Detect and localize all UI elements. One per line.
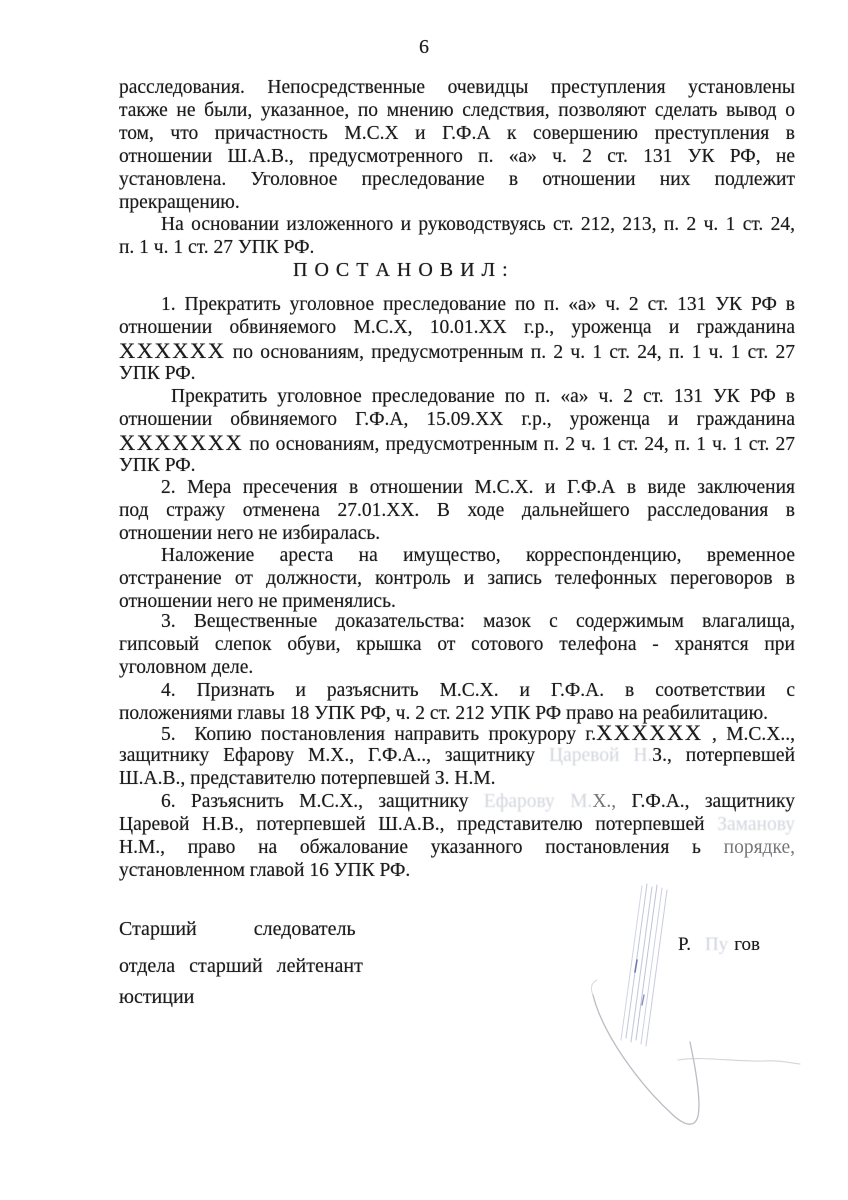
text-segment: положениями главы 18 УПК РФ, ч. 2 ст. 212 УПК РФ право на реабилитацию. [119,703,769,724]
page-number: 6 [419,36,429,58]
text-segment: прекращению. [119,192,240,213]
paragraph-item-1 [119,293,795,385]
signer-name-suffix: гов [734,934,760,955]
text-line [119,362,795,385]
text-segment: XXXXXXX [119,431,244,454]
faded-text-segment: Х., [592,791,617,812]
handwritten-signature [585,880,815,1190]
text-segment: Наложение ареста на имущество, корреспонденцию, временное [161,545,795,566]
text-segment: по основаниям, предусмотренным п. 2 ч. 1 ст. 24, п. 1 ч. 1 ст. 27 [225,342,795,362]
text-segment: 6. Разъяснить М.С.Х., защитнику [161,791,484,812]
text-segment: также не были, указанное, по мнению следствия, позволяют сделать вывод о [119,100,795,121]
signer-name-faded: Пу [704,934,729,955]
faded-text-segment: Царевой Н. [548,745,653,766]
text-segment: отношении обвиняемого Г.Ф.А, 15.09.XX г.р., уроженца и гражданина [119,409,795,430]
text-line [119,744,795,767]
paragraph-arrest [119,544,795,613]
text-segment: Н.М., право на обжалование указанного постановления ь [119,837,724,858]
signer-title-line-3: юстиции [119,986,195,1008]
text-line [119,610,795,633]
text-line [119,76,795,99]
text-line [119,499,795,522]
text-line [119,790,795,813]
text-line [119,293,795,316]
text-segment: 2. Мера пресечения в отношении М.С.Х. и Г.Ф.А в виде заключения [161,477,795,498]
text-line [119,122,795,145]
text-line [119,213,795,236]
paragraph-intro [119,76,795,214]
paragraph-basis [119,213,795,259]
text-line [119,236,795,259]
signer-title-line-1: Старший следователь [119,918,356,940]
text-segment: Ш.А.В., представителю потерпевшей З. Н.М. [119,768,496,789]
text-segment: отношении него не избиралась. [119,523,381,544]
text-line [119,836,795,859]
signer-name-prefix: Р. [678,934,691,955]
text-segment: 4. Признать и разъяснить М.С.Х. и Г.Ф.А. в соответствии с [161,680,795,701]
text-segment: по основаниям, предусмотренным п. 2 ч. 1 ст. 24, п. 1 ч. 1 ст. 27 [243,434,795,454]
text-line [119,476,795,499]
text-segment: п. 1 ч. 1 ст. 27 УПК РФ. [119,237,315,258]
paragraph-item-5 [119,721,795,790]
text-segment: 5. Копию постановления направить прокурору г. [161,724,597,744]
paragraph-item-4 [119,679,795,725]
paragraph-item-2 [119,476,795,545]
faded-text-segment: Заманову [717,814,795,835]
text-line [119,656,795,679]
text-segment: уголовном деле. [119,657,254,678]
text-segment: 3. Вещественные доказательства: мазок с содержимым влагалища, [161,611,795,632]
text-segment: том, что причастность М.С.Х и Г.Ф.А к совершению преступления в [119,123,795,144]
text-segment: отношении него не применялись. [119,591,396,612]
text-line [119,316,795,339]
text-line [119,679,795,702]
text-line [119,544,795,567]
text-segment: расследования. Непосредственные очевидцы преступления установлены [119,77,795,98]
text-line [119,99,795,122]
text-line [119,191,795,214]
text-segment: УПК РФ. [119,363,196,384]
text-line [119,339,795,362]
text-line [119,408,795,431]
text-line [119,431,795,454]
text-line [119,168,795,191]
text-line [119,813,795,836]
paragraph-item-6 [119,790,795,882]
signer-title-line-2: отдела старший лейтенант [119,955,363,977]
text-segment: Прекратить уголовное преследование по п. «а» ч. 2 ст. 131 УК РФ в [171,386,795,407]
resolution-heading: П О С Т А Н О В И Л : [293,259,509,281]
text-segment: УПК РФ. [119,455,196,476]
faded-text-segment: порядке, [723,837,795,858]
text-segment: отношении обвиняемого М.С.Х, 10.01.XX г.р., уроженца и гражданина [119,317,795,338]
text-segment: отношении Ш.А.В., предусмотренного п. «а» ч. 2 ст. 131 УК РФ, не [119,146,795,167]
text-segment: XXXXXX [596,721,703,744]
text-segment: 1. Прекратить уголовное преследование по п. «а» ч. 2 ст. 131 УК РФ в [161,294,795,315]
text-segment: отстранение от должности, контроль и запись телефонных переговоров в [119,568,795,589]
faded-text-segment: Ефарову М. [483,791,593,812]
text-line [119,522,795,545]
text-line [119,385,795,408]
text-line [119,567,795,590]
text-segment: Царевой Н.В., потерпевшей Ш.А.В., представителю потерпевшей [119,814,718,835]
text-segment: установлена. Уголовное преследование в отношении них подлежит [119,169,795,190]
paragraph-item-3 [119,610,795,679]
text-line [119,454,795,477]
text-segment: З., потерпевшей [652,745,795,766]
text-segment: защитнику Ефарову М.Х., Г.Ф.А.., защитнику [119,745,549,766]
text-segment: На основании изложенного и руководствуясь ст. 212, 213, п. 2 ч. 1 ст. 24, [161,214,795,235]
paragraph-item-1b [119,385,795,477]
text-segment: XXXXXX [119,339,226,362]
text-line [119,859,795,882]
text-segment: , М.С.Х.., [702,724,795,744]
text-line [119,721,795,744]
text-line [119,145,795,168]
text-segment: Г.Ф.А., защитнику [616,791,795,812]
text-segment: гипсовый слепок обуви, крышка от сотового телефона - хранятся при [119,634,795,655]
text-segment: под стражу отменена 27.01.XX. В ходе дальнейшего расследования в [119,500,795,521]
text-line [119,633,795,656]
text-segment: установленном главой 16 УПК РФ. [119,860,411,881]
text-line [119,767,795,790]
